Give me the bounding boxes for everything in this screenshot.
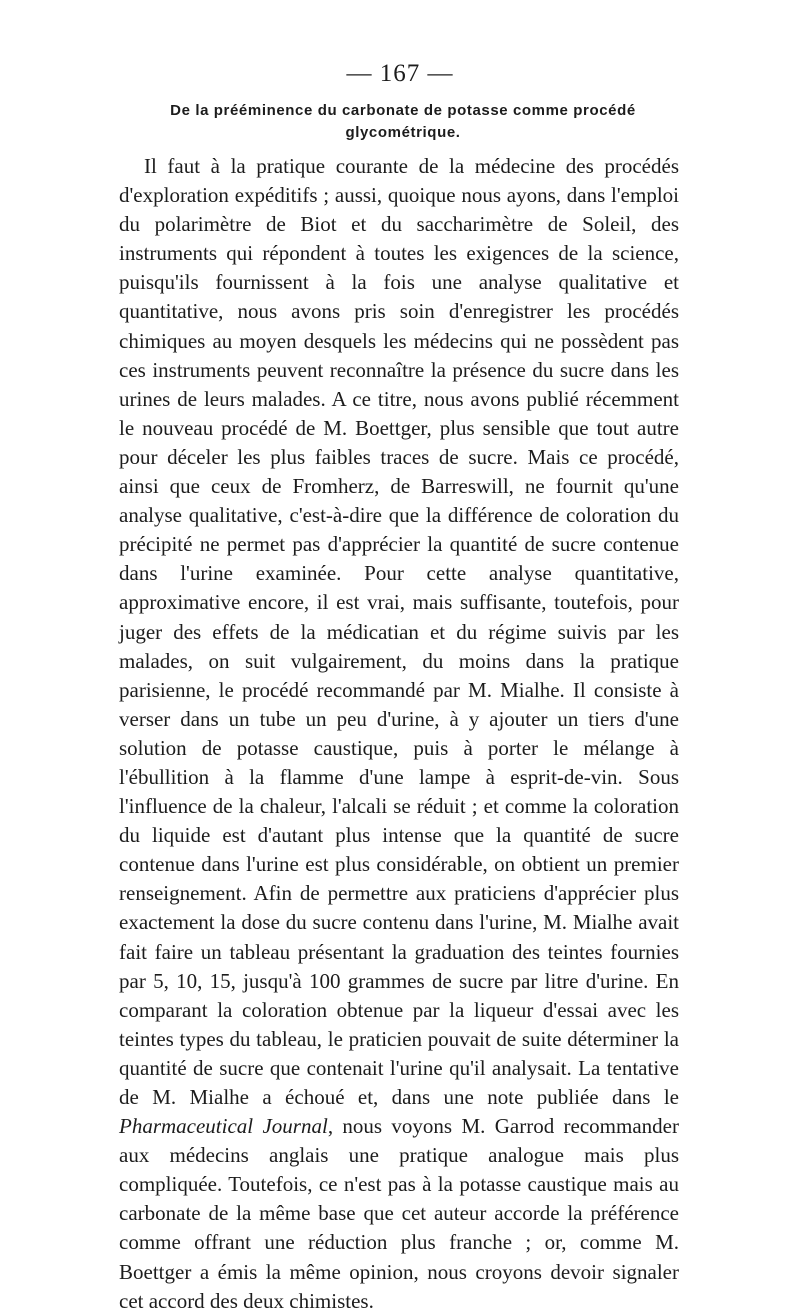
paragraph-text-part-2: , nous voyons M. Garrod recommander aux médecins anglais une pratique analogue mais plus compliquée. Toutefois, ce n'est pas à la potasse caustique mais au carbonate de la même base que cet auteur accorde la préférence comme offrant une réduction plus franche ; or, comme M. Boettger a émis la même opinion, nous croyons devoir signaler cet accord des deux chimistes. (119, 1114, 679, 1313)
journal-title: Pharmaceutical Journal (119, 1114, 328, 1139)
body-paragraph (119, 152, 679, 1316)
section-heading: De la prééminence du carbonate de potasse comme procédé glycométrique. (170, 102, 636, 141)
paragraph-text-part-1: Il faut à la pratique courante de la médecine des procédés d'exploration expéditifs ; aussi, quoique nous ayons, dans l'emploi du polarimètre de Biot et du saccharimètre de Soleil, des instruments qui répondent à toutes les exigences de la science, puisqu'ils fournissent à la fois une analyse qualitative et quantitative, nous avons pris soin d'enregistrer les procédés chimiques au moyen desquels les médecins qui ne possèdent pas ces instruments peuvent reconnaître la présence du sucre dans les urines de leurs malades. A ce titre, nous avons publié récemment le nouveau procédé de M. Boettger, plus sensible que tout autre pour déceler les plus faibles traces de sucre. Mais ce procédé, ainsi que ceux de Fromherz, de Barreswill, ne fournit qu'une analyse qualitative, c'est-à-dire que la différence de coloration du précipité ne permet pas d'apprécier la quantité de sucre contenue dans l'urine examinée. Pour cette analyse quantitative, approximative encore, il est vrai, mais suffisante, toutefois, pour juger des effets de la médicatian et du régime suivis par les malades, on suit vulgairement, du moins dans la pratique parisienne, le procédé recommandé par M. Mialhe. Il consiste à verser dans un tube un peu d'urine, à y ajouter un tiers d'une solution de potasse caustique, puis à porter le mélange à l'ébullition à la flamme d'une lampe à esprit-de-vin. Sous l'influence de la chaleur, l'alcali se réduit ; et comme la coloration du liquide est d'autant plus intense que la quantité de sucre contenue dans l'urine est plus considérable, on obtient un premier renseignement. Afin de permettre aux praticiens d'apprécier plus exactement la dose du sucre contenu dans l'urine, M. Mialhe avait fait faire un tableau présentant la graduation des teintes fournies par 5, 10, 15, jusqu'à 100 grammes de sucre par litre d'urine. En comparant la coloration obtenue par la liqueur d'essai avec les teintes types du tableau, le praticien pouvait de suite déterminer la quantité de sucre que contenait l'urine qu'il analysait. La tentative de M. Mialhe a échoué et, dans une note publiée dans le (119, 154, 679, 1109)
page-number: — 167 — (346, 60, 454, 87)
